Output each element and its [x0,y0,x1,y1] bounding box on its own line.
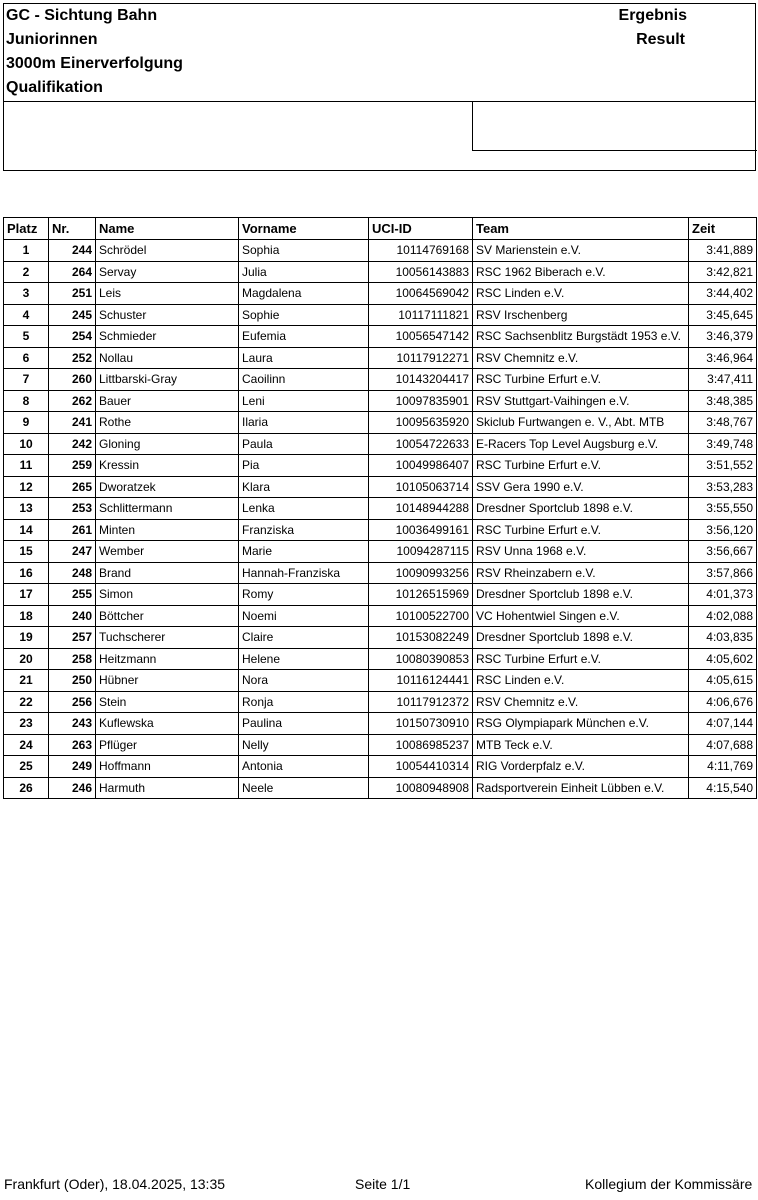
results-table [3,217,757,799]
cell-zeit: 4:06,676 [689,691,757,713]
table-row [4,691,757,713]
cell-team: RSC Turbine Erfurt e.V. [473,648,689,670]
cell-vorname: Antonia [239,756,369,778]
cell-nr: 253 [49,498,96,520]
cell-team: Dresdner Sportclub 1898 e.V. [473,627,689,649]
cell-zeit: 3:45,645 [689,304,757,326]
cell-zeit: 4:05,602 [689,648,757,670]
cell-uci: 10095635920 [369,412,473,434]
cell-nr: 255 [49,584,96,606]
cell-zeit: 4:03,835 [689,627,757,649]
cell-zeit: 3:51,552 [689,455,757,477]
cell-name: Schlittermann [96,498,239,520]
cell-zeit: 3:49,748 [689,433,757,455]
cell-nr: 263 [49,734,96,756]
table-row [4,347,757,369]
cell-name: Rothe [96,412,239,434]
cell-team: MTB Teck e.V. [473,734,689,756]
cell-uci: 10148944288 [369,498,473,520]
cell-name: Simon [96,584,239,606]
cell-vorname: Laura [239,347,369,369]
footer-page-number: Seite 1/1 [355,1176,411,1192]
table-row [4,326,757,348]
cell-uci: 10086985237 [369,734,473,756]
cell-zeit: 3:56,667 [689,541,757,563]
cell-name: Leis [96,283,239,305]
cell-nr: 240 [49,605,96,627]
cell-uci: 10126515969 [369,584,473,606]
cell-nr: 260 [49,369,96,391]
cell-nr: 259 [49,455,96,477]
result-heading-en: Result [636,31,685,48]
cell-name: Schmieder [96,326,239,348]
cell-team: E-Racers Top Level Augsburg e.V. [473,433,689,455]
cell-platz: 10 [4,433,49,455]
footer-location-date: Frankfurt (Oder), 18.04.2025, 13:35 [4,1176,226,1192]
cell-name: Stein [96,691,239,713]
cell-uci: 10049986407 [369,455,473,477]
document-header [3,3,756,171]
cell-zeit: 4:01,373 [689,584,757,606]
cell-name: Brand [96,562,239,584]
cell-name: Dworatzek [96,476,239,498]
table-row [4,648,757,670]
cell-nr: 247 [49,541,96,563]
cell-uci: 10117912372 [369,691,473,713]
cell-name: Gloning [96,433,239,455]
cell-zeit: 3:46,379 [689,326,757,348]
cell-zeit: 3:48,767 [689,412,757,434]
cell-nr: 245 [49,304,96,326]
cell-team: RSV Chemnitz e.V. [473,347,689,369]
cell-platz: 24 [4,734,49,756]
cell-team: RSC Linden e.V. [473,283,689,305]
cell-vorname: Caoilinn [239,369,369,391]
cell-name: Hoffmann [96,756,239,778]
cell-vorname: Ronja [239,691,369,713]
cell-zeit: 3:42,821 [689,261,757,283]
cell-uci: 10080390853 [369,648,473,670]
cell-uci: 10150730910 [369,713,473,735]
cell-nr: 241 [49,412,96,434]
cell-vorname: Noemi [239,605,369,627]
cell-platz: 3 [4,283,49,305]
cell-uci: 10116124441 [369,670,473,692]
table-row [4,369,757,391]
column-header-vorname: Vorname [239,218,369,240]
cell-nr: 250 [49,670,96,692]
cell-name: Schrödel [96,240,239,262]
cell-zeit: 3:55,550 [689,498,757,520]
result-heading-de: Ergebnis [618,7,687,24]
cell-uci: 10153082249 [369,627,473,649]
cell-uci: 10097835901 [369,390,473,412]
cell-zeit: 3:46,964 [689,347,757,369]
cell-nr: 262 [49,390,96,412]
cell-vorname: Julia [239,261,369,283]
cell-vorname: Eufemia [239,326,369,348]
cell-team: RSC Turbine Erfurt e.V. [473,519,689,541]
cell-uci: 10064569042 [369,283,473,305]
cell-platz: 1 [4,240,49,262]
cell-name: Heitzmann [96,648,239,670]
cell-name: Kressin [96,455,239,477]
column-header-zeit: Zeit [689,218,757,240]
cell-team: RSC Turbine Erfurt e.V. [473,455,689,477]
cell-team: RSC Turbine Erfurt e.V. [473,369,689,391]
cell-vorname: Ilaria [239,412,369,434]
cell-platz: 17 [4,584,49,606]
cell-uci: 10054722633 [369,433,473,455]
cell-uci: 10080948908 [369,777,473,799]
results-body [4,240,757,799]
cell-zeit: 4:02,088 [689,605,757,627]
table-row [4,627,757,649]
table-row [4,240,757,262]
cell-nr: 243 [49,713,96,735]
cell-team: Radsportverein Einheit Lübben e.V. [473,777,689,799]
cell-uci: 10114769168 [369,240,473,262]
cell-platz: 9 [4,412,49,434]
table-row [4,433,757,455]
cell-nr: 242 [49,433,96,455]
cell-vorname: Magdalena [239,283,369,305]
cell-nr: 246 [49,777,96,799]
cell-zeit: 3:48,385 [689,390,757,412]
cell-platz: 13 [4,498,49,520]
cell-team: Skiclub Furtwangen e. V., Abt. MTB [473,412,689,434]
cell-vorname: Klara [239,476,369,498]
table-row [4,498,757,520]
cell-platz: 16 [4,562,49,584]
cell-vorname: Nora [239,670,369,692]
cell-zeit: 3:41,889 [689,240,757,262]
cell-team: RSV Rheinzabern e.V. [473,562,689,584]
cell-platz: 2 [4,261,49,283]
round-label: Qualifikation [6,79,103,96]
cell-name: Bauer [96,390,239,412]
column-header-name: Name [96,218,239,240]
cell-platz: 21 [4,670,49,692]
table-row [4,455,757,477]
cell-platz: 5 [4,326,49,348]
cell-nr: 258 [49,648,96,670]
table-row [4,261,757,283]
cell-name: Wember [96,541,239,563]
cell-platz: 15 [4,541,49,563]
cell-team: Dresdner Sportclub 1898 e.V. [473,498,689,520]
cell-team: SV Marienstein e.V. [473,240,689,262]
cell-team: VC Hohentwiel Singen e.V. [473,605,689,627]
table-row [4,304,757,326]
column-header-uci: UCI-ID [369,218,473,240]
cell-vorname: Lenka [239,498,369,520]
cell-uci: 10056547142 [369,326,473,348]
cell-platz: 7 [4,369,49,391]
column-header-nr: Nr. [49,218,96,240]
table-row [4,562,757,584]
cell-platz: 22 [4,691,49,713]
cell-vorname: Romy [239,584,369,606]
cell-platz: 6 [4,347,49,369]
cell-nr: 256 [49,691,96,713]
table-row [4,605,757,627]
cell-zeit: 3:56,120 [689,519,757,541]
cell-team: RSV Irschenberg [473,304,689,326]
cell-vorname: Pia [239,455,369,477]
cell-uci: 10100522700 [369,605,473,627]
cell-vorname: Sophia [239,240,369,262]
cell-platz: 14 [4,519,49,541]
cell-vorname: Paula [239,433,369,455]
cell-uci: 10056143883 [369,261,473,283]
cell-nr: 251 [49,283,96,305]
cell-platz: 12 [4,476,49,498]
cell-zeit: 3:47,411 [689,369,757,391]
cell-team: RSC 1962 Biberach e.V. [473,261,689,283]
cell-vorname: Marie [239,541,369,563]
cell-name: Minten [96,519,239,541]
cell-nr: 244 [49,240,96,262]
cell-name: Littbarski-Gray [96,369,239,391]
cell-name: Pflüger [96,734,239,756]
table-row [4,584,757,606]
cell-team: RSV Chemnitz e.V. [473,691,689,713]
table-row [4,519,757,541]
cell-platz: 11 [4,455,49,477]
cell-zeit: 3:57,866 [689,562,757,584]
cell-uci: 10117912271 [369,347,473,369]
cell-vorname: Sophie [239,304,369,326]
table-row [4,713,757,735]
cell-platz: 19 [4,627,49,649]
cell-name: Böttcher [96,605,239,627]
cell-zeit: 3:44,402 [689,283,757,305]
cell-name: Harmuth [96,777,239,799]
cell-zeit: 4:11,769 [689,756,757,778]
cell-platz: 25 [4,756,49,778]
cell-team: Dresdner Sportclub 1898 e.V. [473,584,689,606]
cell-platz: 26 [4,777,49,799]
cell-zeit: 4:07,144 [689,713,757,735]
cell-uci: 10143204417 [369,369,473,391]
column-header-platz: Platz [4,218,49,240]
cell-zeit: 4:07,688 [689,734,757,756]
cell-nr: 248 [49,562,96,584]
cell-uci: 10054410314 [369,756,473,778]
cell-vorname: Nelly [239,734,369,756]
cell-nr: 265 [49,476,96,498]
cell-vorname: Paulina [239,713,369,735]
cell-zeit: 4:05,615 [689,670,757,692]
cell-nr: 254 [49,326,96,348]
cell-uci: 10105063714 [369,476,473,498]
cell-platz: 23 [4,713,49,735]
cell-team: RIG Vorderpfalz e.V. [473,756,689,778]
cell-vorname: Hannah-Franziska [239,562,369,584]
cell-vorname: Leni [239,390,369,412]
cell-platz: 8 [4,390,49,412]
cell-platz: 18 [4,605,49,627]
column-header-team: Team [473,218,689,240]
cell-name: Nollau [96,347,239,369]
cell-team: RSC Linden e.V. [473,670,689,692]
table-row [4,756,757,778]
table-row [4,670,757,692]
cell-vorname: Neele [239,777,369,799]
cell-name: Servay [96,261,239,283]
cell-platz: 4 [4,304,49,326]
table-header-row [4,218,757,240]
cell-nr: 264 [49,261,96,283]
cell-nr: 252 [49,347,96,369]
cell-team: RSV Stuttgart-Vaihingen e.V. [473,390,689,412]
cell-name: Kuflewska [96,713,239,735]
table-row [4,283,757,305]
category-label: Juniorinnen [6,31,98,48]
cell-name: Hübner [96,670,239,692]
table-row [4,476,757,498]
cell-nr: 257 [49,627,96,649]
table-row [4,541,757,563]
cell-vorname: Franziska [239,519,369,541]
cell-uci: 10036499161 [369,519,473,541]
cell-uci: 10117111821 [369,304,473,326]
footer-signature: Kollegium der Kommissäre [585,1176,753,1192]
table-row [4,412,757,434]
cell-uci: 10094287115 [369,541,473,563]
cell-team: RSG Olympiapark München e.V. [473,713,689,735]
cell-zeit: 4:15,540 [689,777,757,799]
table-row [4,734,757,756]
cell-name: Tuchscherer [96,627,239,649]
cell-uci: 10090993256 [369,562,473,584]
table-row [4,390,757,412]
cell-nr: 249 [49,756,96,778]
header-info-box [472,101,757,151]
cell-team: SSV Gera 1990 e.V. [473,476,689,498]
cell-zeit: 3:53,283 [689,476,757,498]
cell-nr: 261 [49,519,96,541]
cell-name: Schuster [96,304,239,326]
cell-team: RSC Sachsenblitz Burgstädt 1953 e.V. [473,326,689,348]
cell-team: RSV Unna 1968 e.V. [473,541,689,563]
event-title: GC - Sichtung Bahn [6,7,158,24]
cell-platz: 20 [4,648,49,670]
cell-vorname: Helene [239,648,369,670]
cell-vorname: Claire [239,627,369,649]
table-row [4,777,757,799]
discipline-label: 3000m Einerverfolgung [6,55,183,72]
